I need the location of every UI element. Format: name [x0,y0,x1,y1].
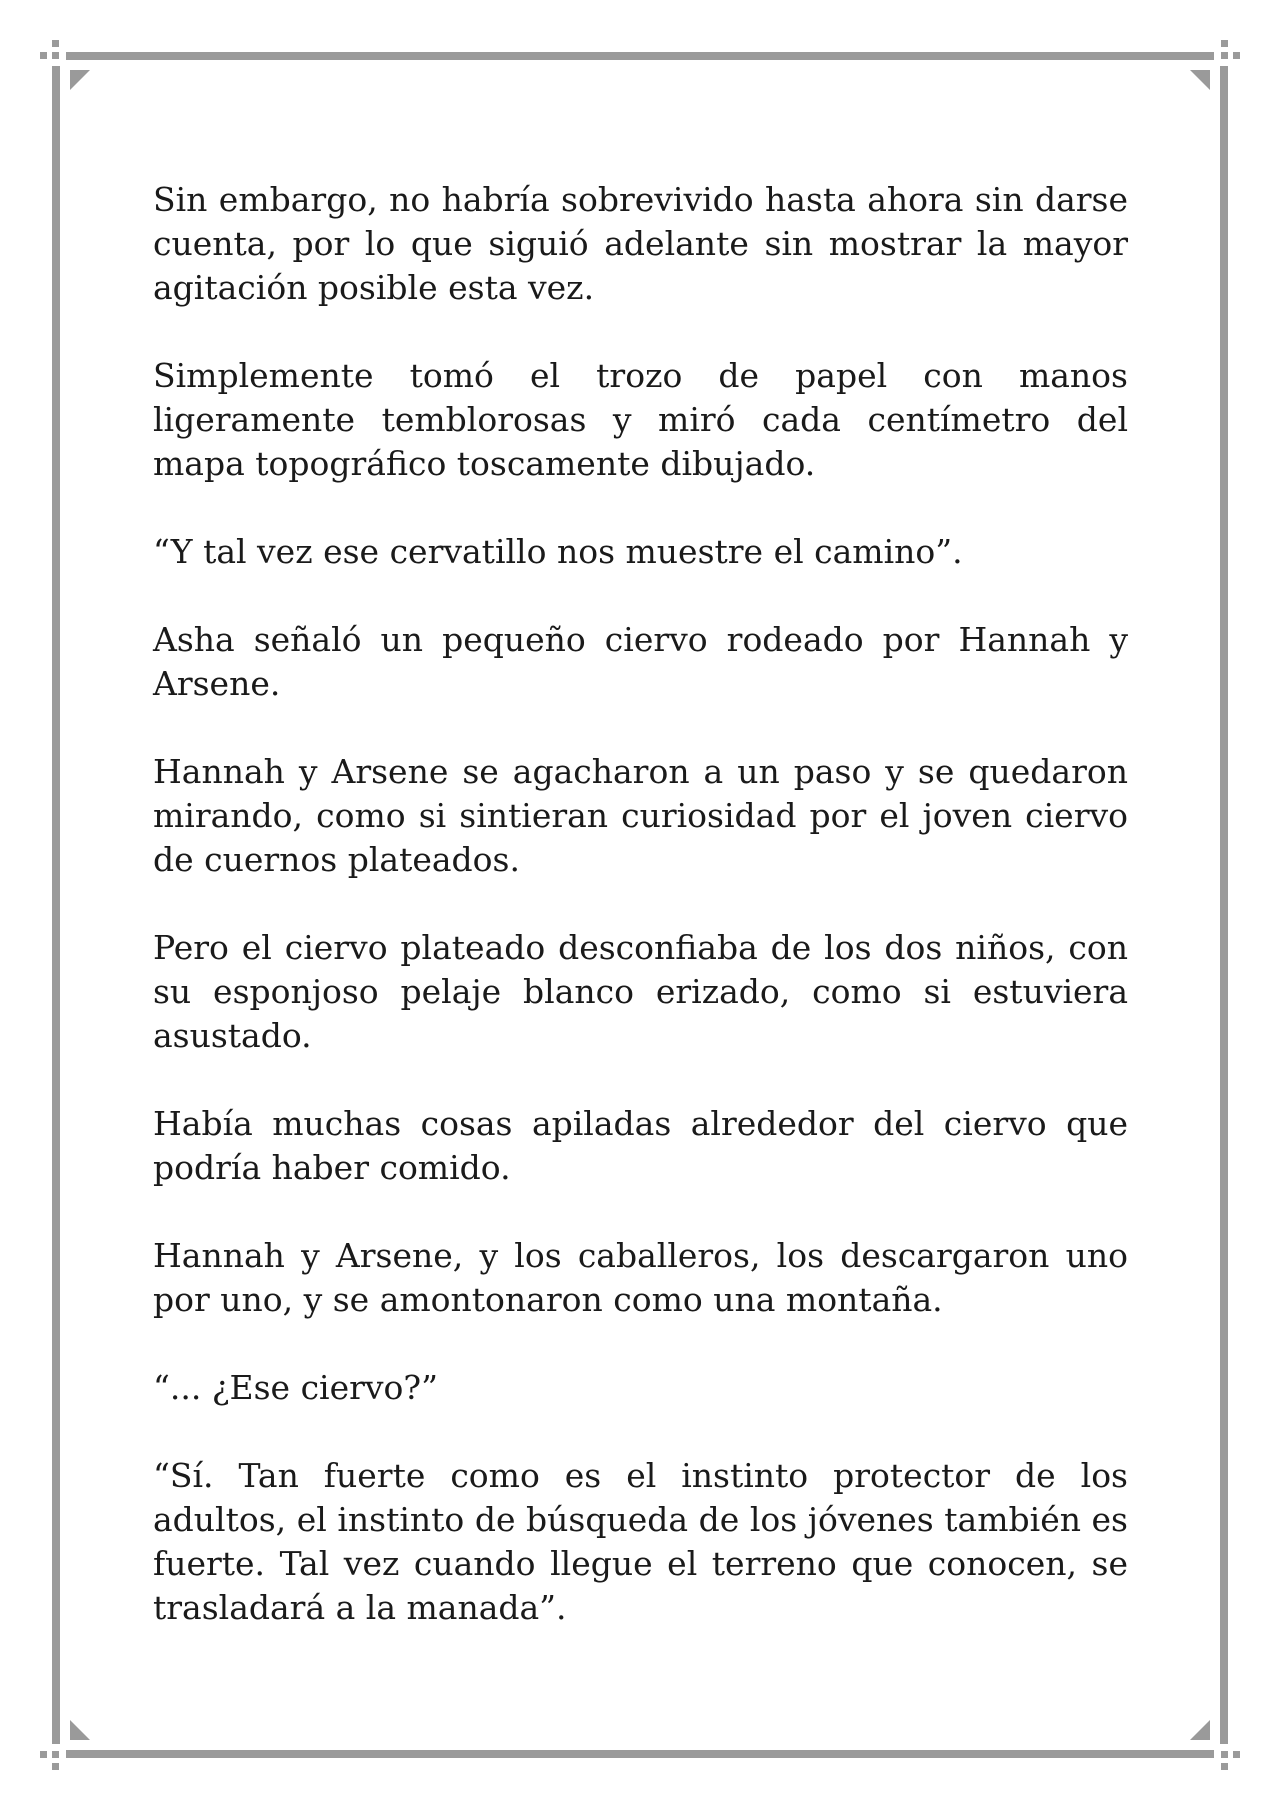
frame-top-border [66,52,1214,60]
corner-ornament-triangle-top-right [1190,70,1210,90]
paragraph: “... ¿Ese ciervo?” [153,1368,438,1407]
frame-left-border [52,66,60,1744]
corner-ornament-square [40,1751,47,1758]
corner-ornament-square [52,40,59,47]
corner-ornament-square [1233,1751,1240,1758]
body-text [153,178,1128,1674]
paragraph: “Sí. Tan fuerte como es el instinto protector de los adultos, el instinto de búsqueda de los jóvenes también es fuerte. Tal vez cuando llegue el terreno que conocen, se trasladará a la manada”. [153,1456,1128,1627]
corner-ornament-square [52,52,59,59]
corner-ornament-square [1221,1751,1228,1758]
corner-ornament-square [52,1751,59,1758]
paragraph: Asha señaló un pequeño ciervo rodeado por Hannah y Arsene. [153,620,1128,703]
corner-ornament-square [1221,1763,1228,1770]
corner-ornament-square [1221,40,1228,47]
paragraph: Había muchas cosas apiladas alrededor del ciervo que podría haber comido. [153,1104,1128,1187]
paragraph: Hannah y Arsene se agacharon a un paso y se quedaron mirando, como si sintieran curiosidad por el joven ciervo de cuernos plateados. [153,752,1128,879]
paragraph: “Y tal vez ese cervatillo nos muestre el camino”. [153,532,963,571]
corner-ornament-triangle-bottom-left [70,1720,90,1740]
paragraph: Pero el ciervo plateado desconfiaba de los dos niños, con su esponjoso pelaje blanco erizado, como si estuviera asustado. [153,928,1128,1055]
corner-ornament-triangle-bottom-right [1190,1720,1210,1740]
paragraph: Simplemente tomó el trozo de papel con manos ligeramente temblorosas y miró cada centímetro del mapa topográfico toscamente dibujado. [153,356,1128,483]
frame-bottom-border [66,1750,1214,1758]
paragraph: Hannah y Arsene, y los caballeros, los descargaron uno por uno, y se amontonaron como una montaña. [153,1236,1128,1319]
paragraph: Sin embargo, no habría sobrevivido hasta ahora sin darse cuenta, por lo que siguió adelante sin mostrar la mayor agitación posible esta vez. [153,180,1128,307]
corner-ornament-square [52,1763,59,1770]
corner-ornament-triangle-top-left [70,70,90,90]
corner-ornament-square [1221,52,1228,59]
corner-ornament-square [1233,52,1240,59]
corner-ornament-square [40,52,47,59]
frame-right-border [1220,66,1228,1744]
